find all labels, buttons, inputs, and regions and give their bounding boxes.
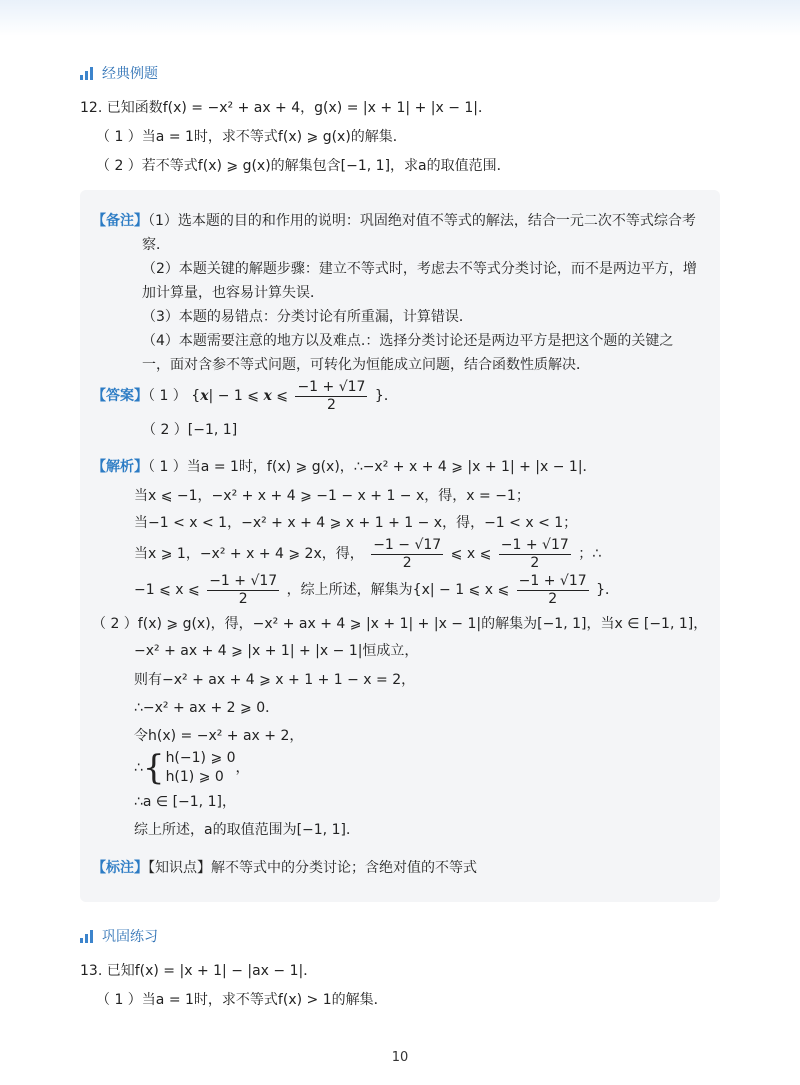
page-number: 10 xyxy=(391,1050,409,1065)
analysis-line-4: 当x ⩾ 1，−x² + x + 4 ⩾ 2x，得， $\frac{-1 - √17}{2}$ ⩽ x ⩽ $\frac{-1 + √17}{2}$ ；∴ xyxy=(134,536,602,571)
remark-text: （1）选本题的目的和作用的说明：巩固绝对值不等式的解法，结合一元二次不等式综合考 xyxy=(148,213,696,229)
answer-line-1 xyxy=(92,378,398,414)
problem-12-stem xyxy=(80,98,492,118)
remark-label: 【备注】 xyxy=(92,213,148,229)
analysis-line-10: 令h(x) = −x² + ax + 2， xyxy=(134,728,304,744)
analysis-line-8: 则有−x² + ax + 4 ⩾ x + 1 + 1 − x = 2， xyxy=(134,672,416,688)
answer-set-close: }． xyxy=(374,388,398,404)
answer-set-open: {x| − 1 ⩽ x ⩽ xyxy=(191,388,288,404)
section-title: 经典例题 xyxy=(102,66,158,82)
remark-line-1 xyxy=(92,211,696,231)
problem-text: 已知函数f(x) = −x² + ax + 4，g(x) = |x + 1| + |x − 1|． xyxy=(106,100,493,116)
analysis-line-11: ∴ { h(−1) ⩾ 0 h(1) ⩾ 0 ， xyxy=(134,748,250,788)
analysis-line-7: −x² + ax + 4 ⩾ |x + 1| + |x − 1|恒成立， xyxy=(134,643,419,659)
problem-13-stem xyxy=(80,961,317,981)
remark-line-2b: 加计算量，也容易计算失误． xyxy=(142,285,324,301)
problem-number: 13. xyxy=(80,963,103,979)
analysis-line-6: （ 2 ）f(x) ⩾ g(x)，得，−x² + ax + 4 ⩾ |x + 1| + |x − 1|的解集为[−1, 1]，当x ∈ [−1, 1]， xyxy=(92,616,708,632)
analysis-line-12: ∴a ∈ [−1, 1]， xyxy=(134,794,236,810)
problem-12-part2: （ 2 ）若不等式f(x) ⩾ g(x)的解集包含[−1, 1]，求a的取值范围． xyxy=(96,158,511,174)
tag-text: 【知识点】解不等式中的分类讨论；含绝对值的不等式 xyxy=(148,860,477,876)
bar-chart-icon xyxy=(80,67,93,80)
answer-label: 【答案】 xyxy=(92,388,148,404)
remark-line-4b: 一，面对含参不等式问题，可转化为恒能成立问题，结合函数性质解决． xyxy=(142,357,590,373)
analysis-line-5: −1 ⩽ x ⩽ $\frac{-1 + √17}{2}$ ，综上所述，解集为{x| − 1 ⩽ x ⩽ $\frac{-1 + √17}{2}$ }． xyxy=(134,572,620,607)
fraction: $\frac{-1 + √17}{2}$ xyxy=(500,536,569,571)
answer-line-2: （ 2 ）[−1, 1] xyxy=(142,422,238,438)
analysis-line-13: 综上所述，a的取值范围为[−1, 1]． xyxy=(134,822,360,838)
fraction: $\frac{-1 + √17}{2}$ xyxy=(297,378,366,413)
remark-line-4: （4）本题需要注意的地方以及难点.：选择分类讨论还是两边平方是把这个题的关键之 xyxy=(142,333,674,349)
fraction: $\frac{-1 + √17}{2}$ xyxy=(209,572,278,607)
analysis-line-3: 当−1 < x < 1，−x² + x + 4 ⩾ x + 1 + 1 − x，得，−1 < x < 1； xyxy=(134,515,578,531)
analysis-line-1 xyxy=(92,457,597,477)
tag-label: 【标注】 xyxy=(92,860,148,876)
section-heading-practice xyxy=(80,926,158,946)
problem-number: 12. xyxy=(80,100,103,116)
problem-13-part1: （ 1 ）当a = 1时，求不等式f(x) > 1的解集． xyxy=(96,992,388,1008)
analysis-line-9: ∴−x² + ax + 2 ⩾ 0． xyxy=(134,700,280,716)
bar-chart-icon xyxy=(80,930,93,943)
knowledge-tag-line xyxy=(92,858,477,878)
problem-text: 已知f(x) = |x + 1| − |ax − 1|． xyxy=(106,963,318,979)
equation-system: { h(−1) ⩾ 0 h(1) ⩾ 0 xyxy=(142,748,236,788)
header-gradient xyxy=(0,0,800,36)
analysis-text: （ 1 ）当a = 1时，f(x) ⩾ g(x)，∴−x² + x + 4 ⩾ |x + 1| + |x − 1|． xyxy=(148,459,597,475)
answer-part1-label: （ 1 ） xyxy=(148,388,187,404)
remark-line-3: （3）本题的易错点：分类讨论有所重漏，计算错误． xyxy=(142,309,473,325)
analysis-line-2: 当x ⩽ −1，−x² + x + 4 ⩾ −1 − x + 1 − x，得，x = −1； xyxy=(134,488,530,504)
fraction: $\frac{-1 + √17}{2}$ xyxy=(518,572,587,607)
section-title: 巩固练习 xyxy=(102,929,158,945)
remark-line-2: （2）本题关键的解题步骤：建立不等式时，考虑去不等式分类讨论，而不是两边平方，增 xyxy=(142,261,697,277)
brace-icon: { xyxy=(142,748,165,788)
remark-line-1b: 察． xyxy=(142,237,170,253)
problem-12-part1: （ 1 ）当a = 1时，求不等式f(x) ⩾ g(x)的解集． xyxy=(96,129,407,145)
section-heading-examples xyxy=(80,63,158,83)
fraction: $\frac{-1 - √17}{2}$ xyxy=(373,536,442,571)
analysis-label: 【解析】 xyxy=(92,459,148,475)
